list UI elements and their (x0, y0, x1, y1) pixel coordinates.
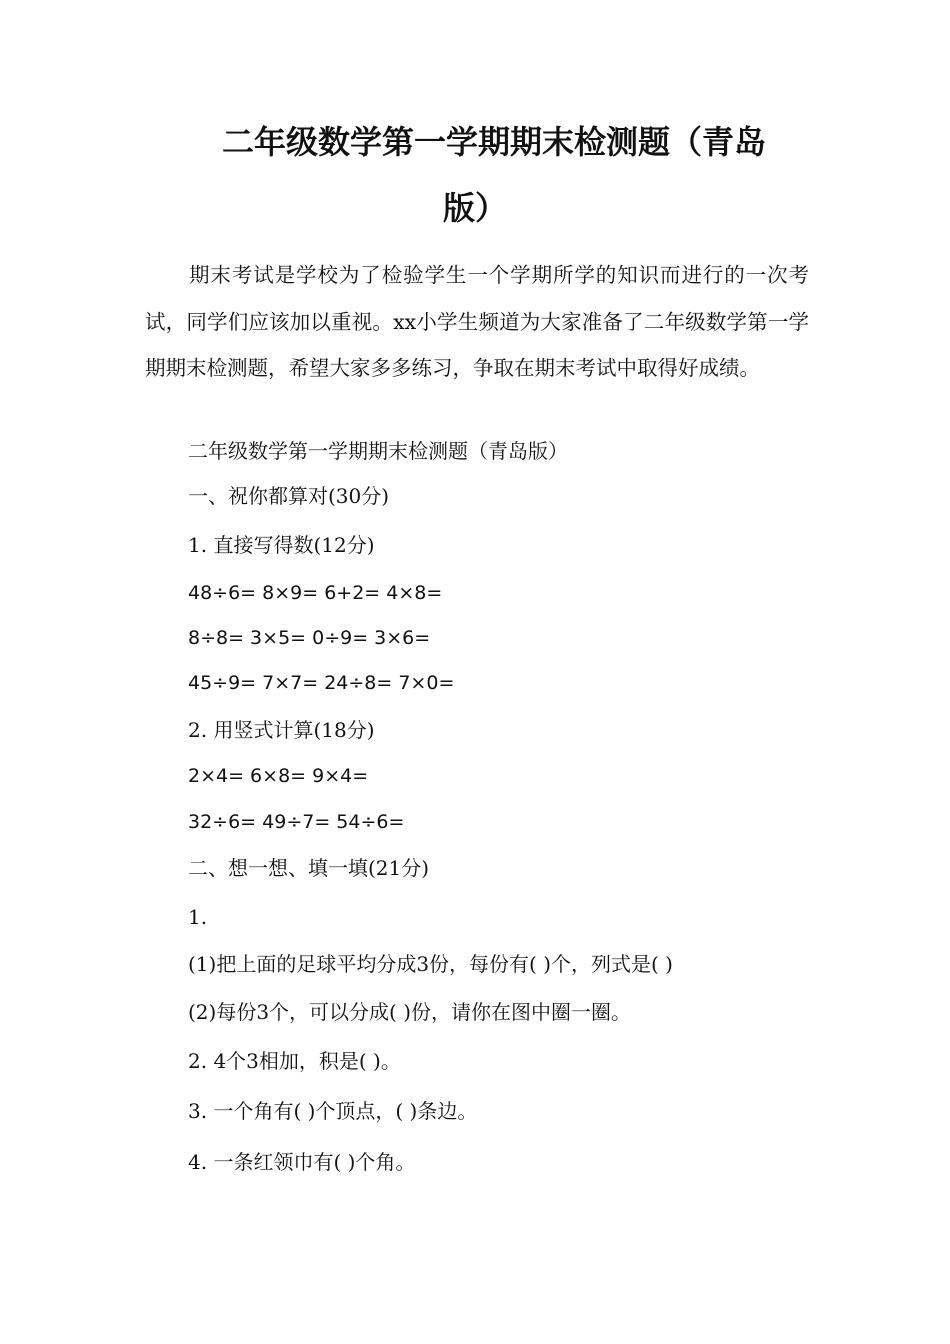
arithmetic-row-2: 8÷8= 3×5= 0÷9= 3×6= (188, 627, 431, 649)
document-title-line-1: 二年级数学第一学期期末检测题（青岛 (222, 123, 767, 161)
arithmetic-row-4: 2×4= 6×8= 9×4= (188, 765, 369, 787)
section-heading-part-one: 一、祝你都算对(30分) (188, 484, 390, 508)
document-title-line-2: 版） (442, 189, 507, 227)
question-item-1-sub-2: (2)每份3个，可以分成( )份，请你在图中圈一圈。 (188, 1000, 632, 1024)
section-heading-repeat-title: 二年级数学第一学期期末检测题（青岛版） (188, 439, 568, 463)
arithmetic-row-1: 48÷6= 8×9= 6+2= 4×8= (188, 582, 443, 604)
question-item-1: 1. (188, 905, 208, 929)
question-item-4: 4. 一条红领巾有( )个角。 (188, 1150, 416, 1174)
question-heading-vertical-calc: 2. 用竖式计算(18分) (188, 718, 375, 742)
question-heading-direct-answers: 1. 直接写得数(12分) (188, 533, 375, 557)
question-item-2: 2. 4个3相加，积是( )。 (188, 1049, 401, 1073)
section-heading-part-two: 二、想一想、填一填(21分) (188, 856, 430, 880)
intro-paragraph: 期末考试是学校为了检验学生一个学期所学的知识而进行的一次考试，同学们应该加以重视。xx小学生频道为大家准备了二年级数学第一学期期末检测题，希望大家多多练习，争取在期末考试中取得好成绩。 (145, 263, 809, 380)
question-item-1-sub-1: (1)把上面的足球平均分成3份，每份有( )个，列式是( ) (188, 952, 673, 976)
question-item-3: 3. 一个角有( )个顶点，( )条边。 (188, 1099, 478, 1123)
arithmetic-row-5: 32÷6= 49÷7= 54÷6= (188, 811, 405, 833)
arithmetic-row-3: 45÷9= 7×7= 24÷8= 7×0= (188, 672, 455, 694)
